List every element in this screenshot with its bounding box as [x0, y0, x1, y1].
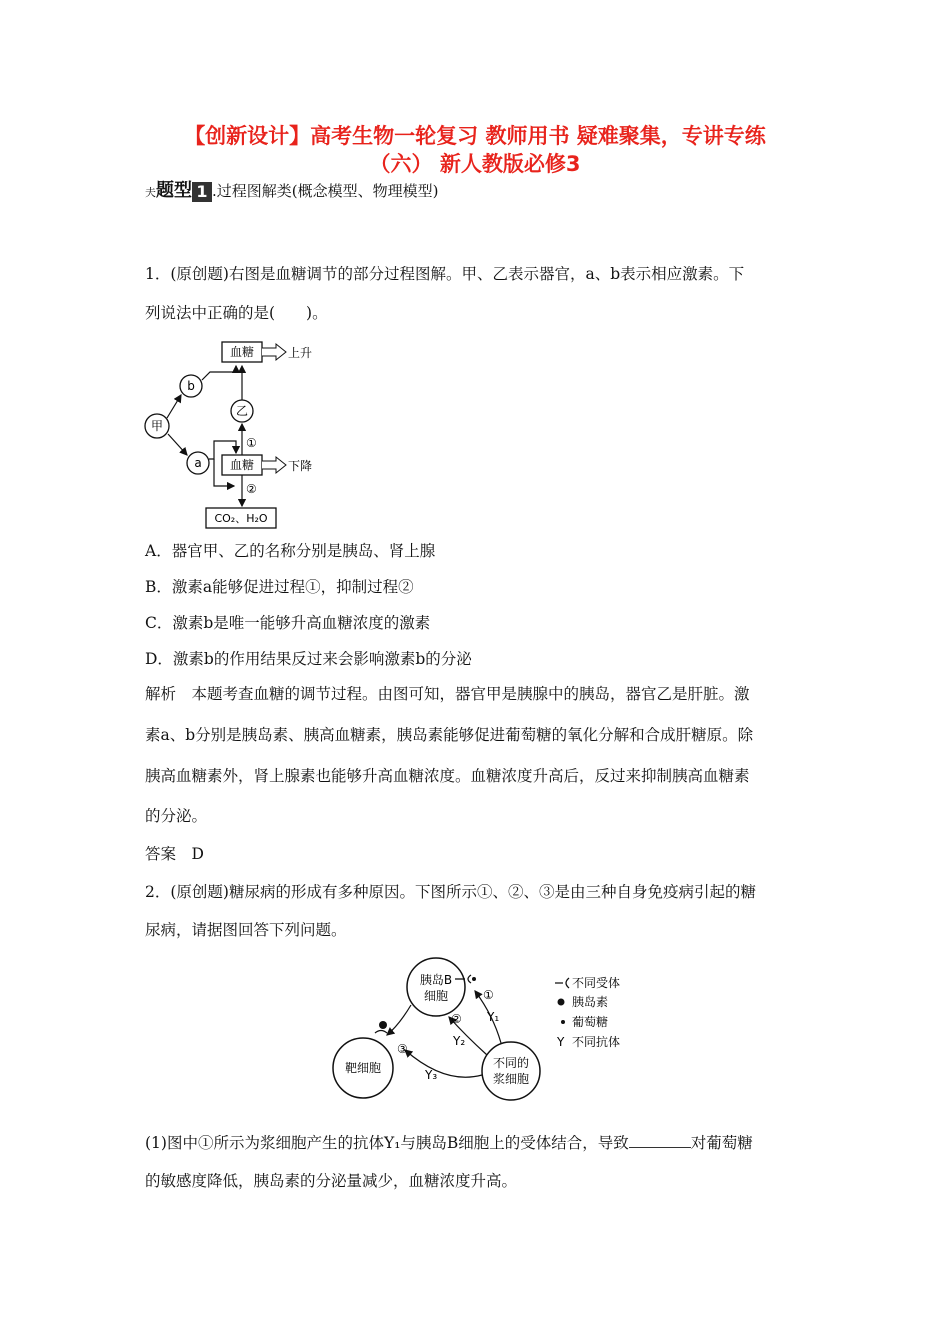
option-c: C．激素b是唯一能够升高血糖浓度的激素 [145, 614, 431, 632]
pathway-2-label: ② [451, 1012, 462, 1026]
legend-glucose: 葡萄糖 [572, 1015, 609, 1029]
pathway-3-label: ③ [397, 1042, 408, 1056]
y1-label: Y₁ [487, 1010, 500, 1024]
section-text: .过程图解类(概念模型、物理模型) [212, 182, 439, 200]
islet-label-1: 胰岛B [419, 973, 453, 987]
islet-label-2: 细胞 [423, 989, 449, 1003]
section-label: 题型 [156, 180, 192, 201]
legend-receptor: 不同受体 [572, 976, 621, 990]
q2-line1: 2．(原创题)糖尿病的形成有多种原因。下图所示①、②、③是由三种自身免疫病引起的糖 [145, 883, 756, 901]
q2-line2: 尿病，请据图回答下列问题。 [145, 921, 347, 939]
q2-sub1-line1 [145, 1133, 810, 1153]
q2-sub1-part-a: (1)图中①所示为浆细胞产生的抗体Y₁与胰岛B细胞上的受体结合，导致 [145, 1134, 629, 1152]
hormone-b-label: b [187, 379, 195, 393]
y3-label: Y₃ [425, 1068, 438, 1082]
q2-sub1-line2: 的敏感度降低，胰岛素的分泌量减少，血糖浓度升高。 [145, 1172, 518, 1190]
answer-blank[interactable] [629, 1133, 691, 1148]
plasma-label-2: 浆细胞 [492, 1072, 530, 1086]
legend-insulin-symbol [558, 999, 565, 1006]
plasma-cell [482, 1042, 540, 1100]
option-b: B．激素a能够促进过程①，抑制过程② [145, 578, 414, 596]
plasma-label-1: 不同的 [492, 1056, 530, 1070]
section-header [145, 176, 438, 202]
islet-receptor [468, 975, 471, 983]
option-d: D．激素b的作用结果反过来会影响激素b的分泌 [145, 650, 472, 668]
legend-antibody-symbol: Y [557, 1035, 565, 1049]
analysis-line3: 胰高血糖素外，肾上腺素也能够升高血糖浓度。血糖浓度升高后，反过来抑制胰高血糖素 [145, 767, 750, 785]
analysis-line2: 素a、b分别是胰岛素、胰高血糖素，胰岛素能够促进葡萄糖的氧化分解和合成肝糖原。除 [145, 726, 754, 744]
rise-hollow-arrow [262, 344, 286, 360]
hormone-a-label: a [194, 456, 202, 470]
fall-label: 下降 [288, 459, 313, 473]
q1-line2: 列说法中正确的是( )。 [145, 304, 328, 322]
legend-insulin: 胰岛素 [572, 995, 609, 1009]
blood-sugar-mid-label: 血糖 [229, 458, 255, 472]
products-label: CO₂、H₂O [214, 512, 268, 525]
process-2-label: ② [246, 482, 257, 496]
page-title-line2: （六） 新人教版必修3 [369, 152, 581, 176]
blood-sugar-diagram [140, 338, 340, 534]
organ-yi-label: 乙 [235, 404, 249, 418]
islet-b-cell [407, 958, 465, 1016]
q2-sub1-part-b: 对葡萄糖 [690, 1134, 753, 1152]
analysis-line1: 解析 本题考查血糖的调节过程。由图可知，器官甲是胰腺中的胰岛，器官乙是肝脏。激 [145, 685, 750, 703]
page-title-line1: 【创新设计】高考生物一轮复习 教师用书 疑难聚集，专讲专练 [184, 124, 766, 148]
legend-antibody: 不同抗体 [572, 1035, 621, 1049]
fall-hollow-arrow [262, 457, 286, 473]
insulin-dot [379, 1021, 387, 1029]
section-prefix: 夫 [145, 186, 156, 199]
q1-line1: 1．(原创题)右图是血糖调节的部分过程图解。甲、乙表示器官，a、b表示相应激素。下 [145, 265, 745, 283]
y2-label: Y₂ [453, 1034, 466, 1048]
analysis-line4: 的分泌。 [145, 807, 208, 825]
answer-line: 答案 D [145, 845, 204, 863]
section-number-badge: 1 [192, 182, 212, 202]
legend-glucose-symbol [561, 1020, 565, 1024]
blood-sugar-top-label: 血糖 [229, 345, 255, 359]
diabetes-diagram [325, 955, 645, 1105]
option-a: A．器官甲、乙的名称分别是胰岛、肾上腺 [145, 542, 436, 560]
process-1-label: ① [246, 436, 257, 450]
pathway-1-label: ① [483, 988, 494, 1002]
legend-receptor-symbol [555, 978, 569, 988]
target-label: 靶细胞 [344, 1061, 382, 1075]
organ-jia-label: 甲 [150, 419, 164, 433]
target-receptor [375, 1031, 387, 1034]
rise-label: 上升 [288, 346, 313, 360]
